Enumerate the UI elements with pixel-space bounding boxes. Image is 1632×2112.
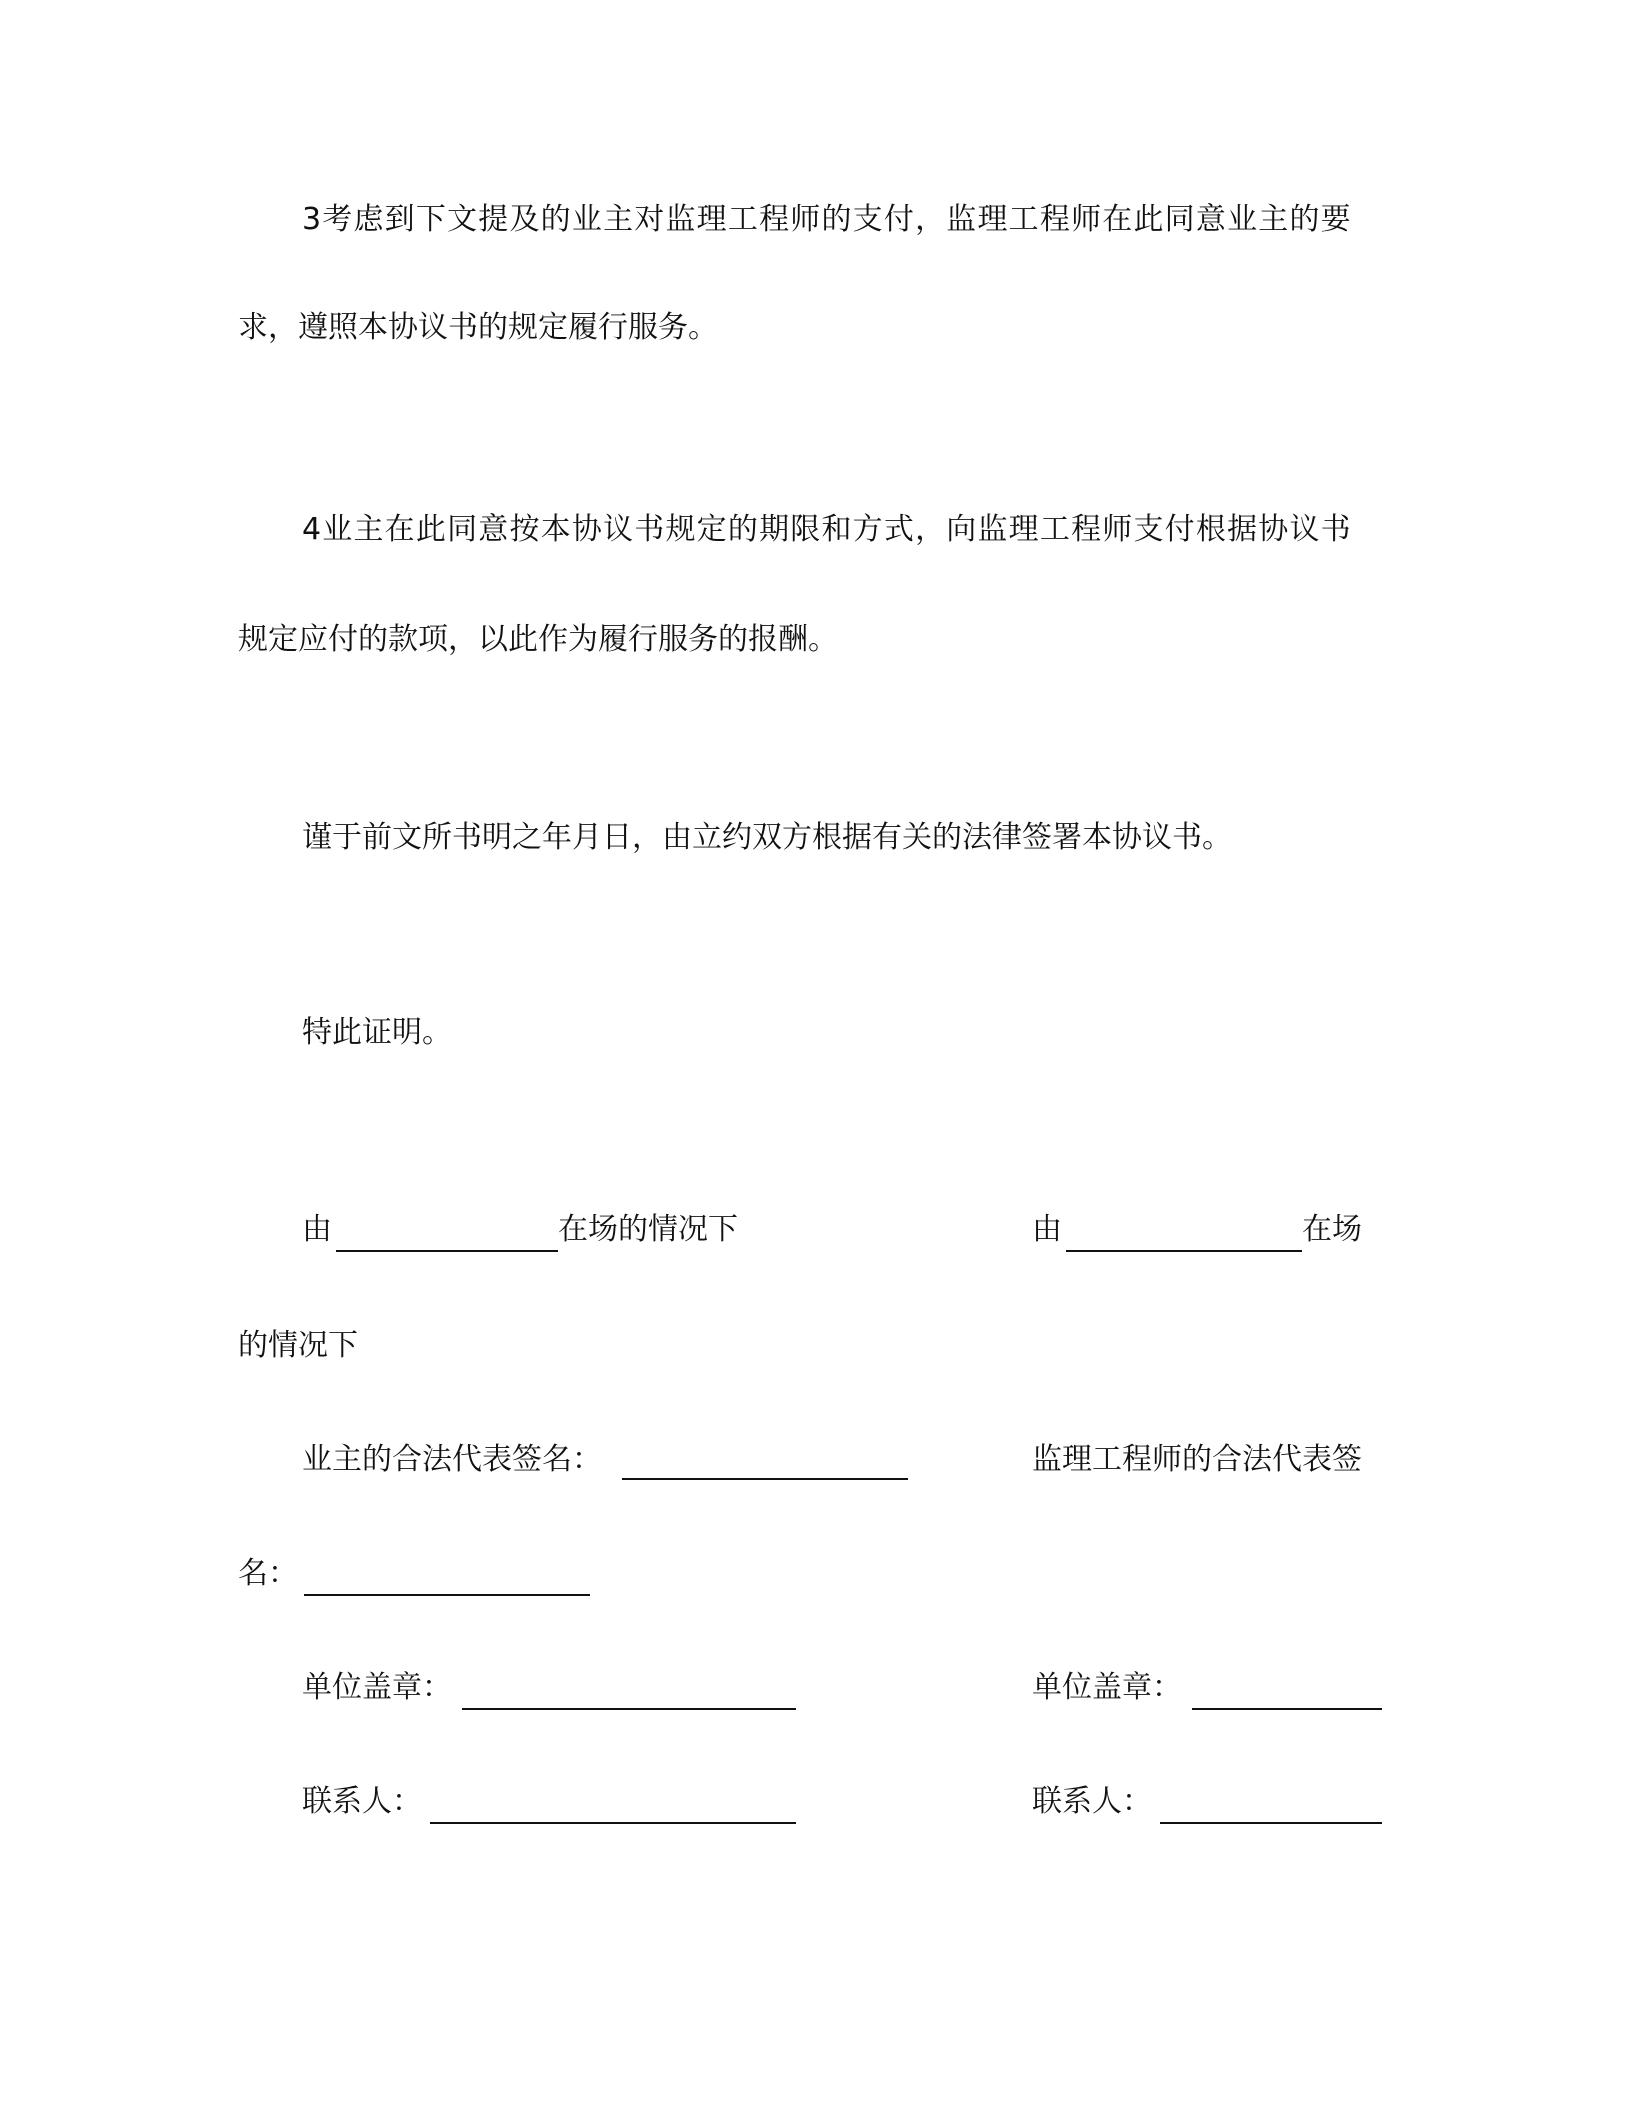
presence-left-prefix: 由 (302, 1212, 332, 1247)
presence-right-blank[interactable] (1066, 1250, 1302, 1252)
certify-text: 特此证明。 (302, 1015, 452, 1050)
engineer-rep-signature-blank[interactable] (304, 1594, 590, 1596)
presence-right-wrap: 的情况下 (238, 1328, 358, 1363)
left-contact-blank[interactable] (430, 1822, 796, 1824)
owner-rep-label: 业主的合法代表签名： (302, 1442, 602, 1477)
presence-left-blank[interactable] (336, 1250, 558, 1252)
engineer-rep-label-line-1: 监理工程师的合法代表签 (1032, 1442, 1362, 1477)
presence-left-suffix: 在场的情况下 (558, 1212, 738, 1247)
paragraph-3-line-2: 求，遵照本协议书的规定履行服务。 (238, 310, 718, 345)
left-seal-blank[interactable] (462, 1708, 796, 1710)
engineer-rep-label-line-2: 名： (238, 1556, 298, 1591)
left-contact-label: 联系人： (302, 1784, 422, 1819)
witness-statement: 谨于前文所书明之年月日，由立约双方根据有关的法律签署本协议书。 (302, 820, 1232, 855)
owner-rep-signature-blank[interactable] (622, 1478, 908, 1480)
right-contact-label: 联系人： (1032, 1784, 1152, 1819)
right-contact-blank[interactable] (1160, 1822, 1382, 1824)
paragraph-3-line-1: 3考虑到下文提及的业主对监理工程师的支付，监理工程师在此同意业主的要 (302, 202, 1352, 237)
left-seal-label: 单位盖章： (302, 1670, 452, 1705)
paragraph-4-line-1: 4业主在此同意按本协议书规定的期限和方式，向监理工程师支付根据协议书 (302, 512, 1352, 547)
presence-right-prefix: 由 (1032, 1212, 1062, 1247)
paragraph-4-line-2: 规定应付的款项，以此作为履行服务的报酬。 (238, 622, 838, 657)
presence-right-suffix: 在场 (1302, 1212, 1362, 1247)
right-seal-blank[interactable] (1192, 1708, 1382, 1710)
right-seal-label: 单位盖章： (1032, 1670, 1182, 1705)
